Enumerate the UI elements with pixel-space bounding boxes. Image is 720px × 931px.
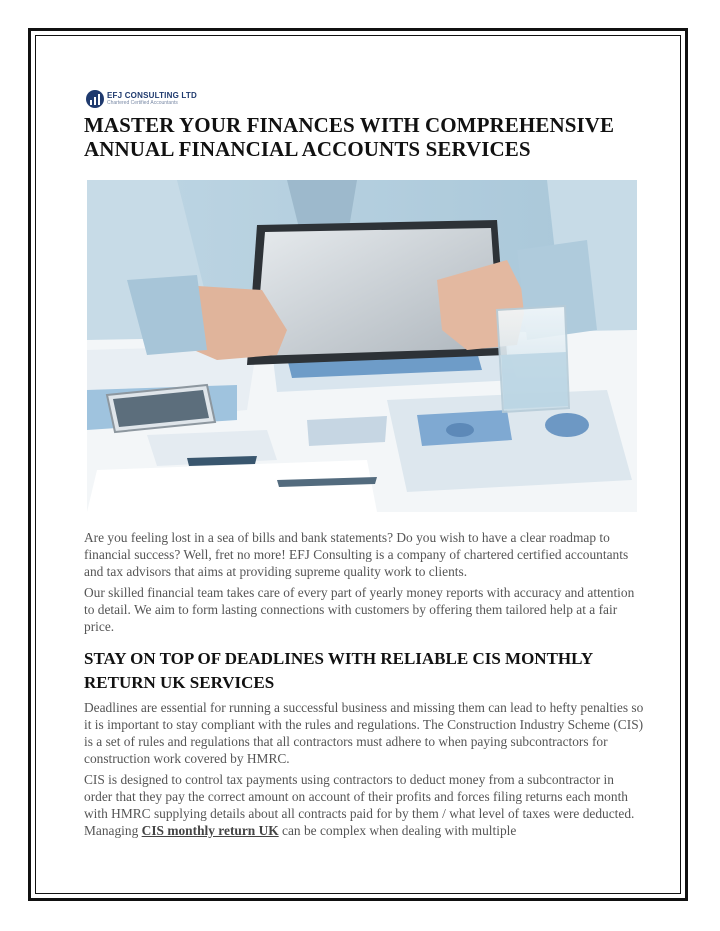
deadlines-paragraph: Deadlines are essential for running a successful business and missing them can lead to hefty penalties so it is important to stay compliant with the rules and regulations. The Construction Industry Scheme (CIS) is a set of rules and regulations that all contractors must adhere to when paying subcontractors for construction work covered by HMRC.	[84, 700, 644, 766]
team-paragraph: Our skilled financial team takes care of every part of yearly money reports with accuracy and attention to detail. We aim to form lasting connections with customers by offering them tailored help at a fair price.	[84, 585, 635, 634]
logo-tagline: Chartered Certified Accountants	[107, 100, 178, 106]
cis-paragraph-text-before: CIS is designed to control tax payments using contractors to deduct money from a subcontractor in order that they pay the correct amount on account of their profits and forces filing returns each month with HMRC supplying details about all contracts paid for by them / what level of taxes were deducted. Managing	[84, 772, 635, 838]
cis-paragraph-text-after: can be complex when dealing with multiple	[282, 823, 517, 838]
logo-chart-icon	[86, 90, 104, 108]
company-logo	[86, 89, 197, 109]
hero-photo-tablet-financial-reports	[87, 180, 637, 512]
cis-paragraph	[84, 771, 644, 839]
page-title: MASTER YOUR FINANCES WITH COMPREHENSIVE ANNUAL FINANCIAL ACCOUNTS SERVICES	[84, 113, 615, 161]
intro-paragraph: Are you feeling lost in a sea of bills and bank statements? Do you wish to have a clear roadmap to financial success? Well, fret no more! EFJ Consulting is a company of chartered certified accountants and tax advisors that aims at providing supreme quality work to clients.	[84, 530, 629, 579]
logo-name: EFJ CONSULTING LTD	[107, 91, 197, 100]
section-heading-cis: STAY ON TOP OF DEADLINES WITH RELIABLE CIS MONTHLY RETURN UK SERVICES	[84, 649, 593, 692]
cis-monthly-return-link[interactable]: CIS monthly return UK	[141, 823, 279, 838]
